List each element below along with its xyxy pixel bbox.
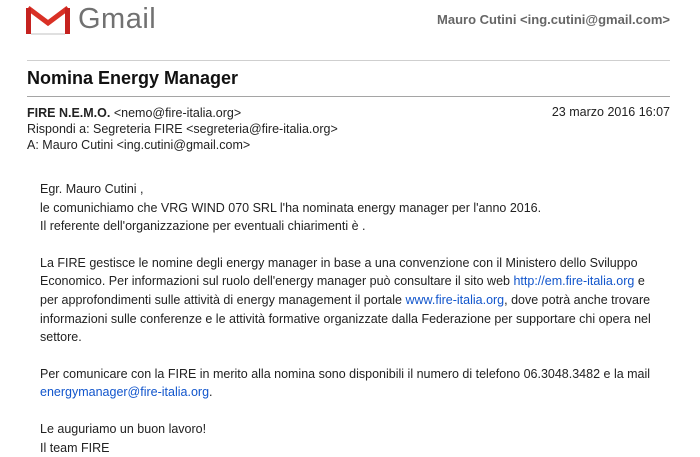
reply-to-row: Rispondi a: Segreteria FIRE <segreteria@fire-italia.org> — [27, 122, 338, 136]
body-line: informazioni sulle conferenze e le attività formative organizzate dalla Federazione per supportare chi opera nel — [40, 311, 651, 326]
body-text: . — [209, 385, 213, 400]
energymanager-email-link[interactable]: energymanager@fire-italia.org — [40, 385, 210, 400]
gmail-logo — [26, 2, 166, 38]
gmail-wordmark: Gmail — [78, 3, 157, 35]
body-text: Economico. Per informazioni sul ruolo dell'energy manager può consultare il sito web — [40, 274, 514, 289]
sender-name: FIRE N.E.M.O. — [27, 106, 111, 120]
body-line: le comunichiamo che VRG WIND 070 SRL l'ha nominata energy manager per l'anno 2016. — [40, 200, 542, 215]
body-line: La FIRE gestisce le nomine degli energy manager in base a una convenzione con il Ministero dello Sviluppo — [40, 255, 638, 270]
body-line — [40, 383, 675, 402]
body-line — [40, 272, 675, 291]
em-fire-link[interactable]: http://em.fire-italia.org — [513, 274, 635, 289]
body-text: e — [634, 274, 645, 289]
sender-address: <nemo@fire-italia.org> — [113, 106, 242, 120]
body-line — [40, 291, 675, 310]
gmail-m-icon — [26, 4, 70, 36]
account-label: Mauro Cutini <ing.cutini@gmail.com> — [437, 12, 670, 27]
to-row: A: Mauro Cutini <ing.cutini@gmail.com> — [27, 138, 251, 152]
signature-line: Il team FIRE — [40, 440, 110, 455]
body-line: Il referente dell'organizzazione per eventuali chiarimenti è . — [40, 219, 366, 234]
email-date: 23 marzo 2016 16:07 — [551, 105, 670, 119]
fire-italia-link[interactable]: www.fire-italia.org — [405, 292, 505, 307]
greeting-line: Egr. Mauro Cutini , — [40, 182, 144, 196]
header-divider — [27, 60, 670, 61]
closing-line: Le auguriamo un buon lavoro! — [40, 421, 207, 436]
body-text: per approfondimenti sulle attività di energy management il portale — [40, 292, 406, 307]
email-headers — [27, 105, 338, 153]
body-line: Per comunicare con la FIRE in merito alla nomina sono disponibili il numero di telefono 06.3048.3482 e la mail — [40, 366, 651, 381]
body-text: , dove potrà anche trovare — [504, 292, 651, 307]
body-line: settore. — [40, 330, 82, 345]
email-body — [40, 180, 675, 457]
email-subject: Nomina Energy Manager — [27, 68, 239, 88]
from-row — [27, 105, 338, 121]
subject-divider — [27, 96, 670, 97]
